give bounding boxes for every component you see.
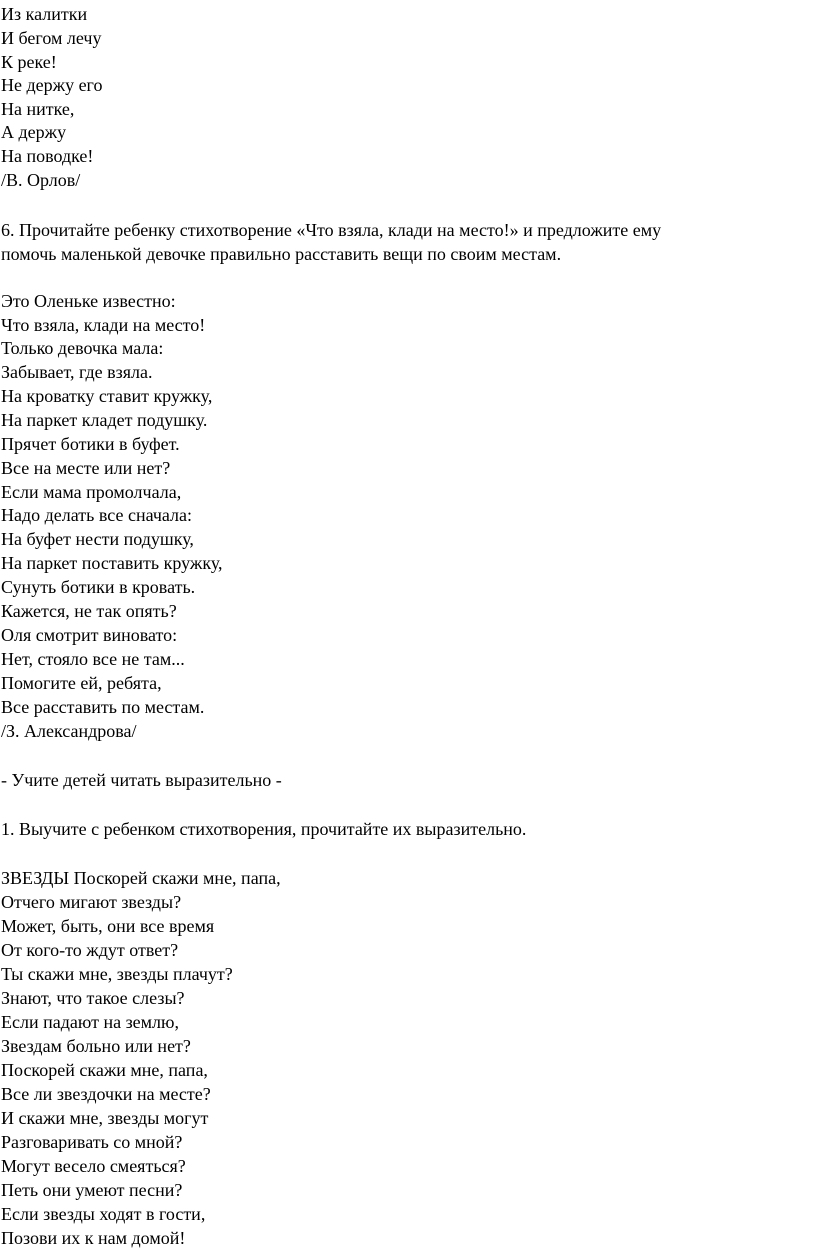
poem-line: Могут весело смеяться? <box>1 1156 186 1176</box>
poem-line: На поводке! <box>1 146 94 166</box>
task-text-line: 1. Выучите с ребенком стихотворения, прочитайте их выразительно. <box>1 819 527 839</box>
poem-line: На паркет поставить кружку, <box>1 553 223 573</box>
poem-line: На буфет нести подушку, <box>1 529 194 549</box>
poem-line: Отчего мигают звезды? <box>1 892 182 912</box>
poem-line: Может, быть, они все время <box>1 916 215 936</box>
poem-line: ЗВЕЗДЫ Поскорей скажи мне, папа, <box>1 868 281 888</box>
poem-line: Надо делать все сначала: <box>1 505 193 525</box>
poem-author: /В. Орлов/ <box>1 170 81 190</box>
poem-line: Прячет ботики в буфет. <box>1 434 180 454</box>
poem-author: /З. Александрова/ <box>1 721 137 741</box>
poem-line: Все расставить по местам. <box>1 697 205 717</box>
poem-line: Из калитки <box>1 4 88 24</box>
poem-line: На нитке, <box>1 99 75 119</box>
task-text-line: 6. Прочитайте ребенку стихотворение «Что взяла, клади на место!» и предложите ему <box>1 220 662 240</box>
poem-line: Нет, стояло все не там... <box>1 649 185 669</box>
task-text-line: помочь маленькой девочке правильно расставить вещи по своим местам. <box>1 244 562 264</box>
poem-line: От кого-то ждут ответ? <box>1 940 179 960</box>
poem-line: И скажи мне, звезды могут <box>1 1108 209 1128</box>
section-heading: - Учите детей читать выразительно - <box>1 770 282 790</box>
poem-line: Кажется, не так опять? <box>1 601 177 621</box>
poem-line: На кроватку ставит кружку, <box>1 386 213 406</box>
poem-line: Что взяла, клади на место! <box>1 315 206 335</box>
poem-line: Оля смотрит виновато: <box>1 625 178 645</box>
poem-line: Позови их к нам домой! <box>1 1228 186 1248</box>
poem-line: Не держу его <box>1 75 103 95</box>
poem-line: Знают, что такое слезы? <box>1 988 185 1008</box>
poem-line: Если падают на землю, <box>1 1012 179 1032</box>
poem-line: К реке! <box>1 52 57 72</box>
poem-line: Помогите ей, ребята, <box>1 673 162 693</box>
poem-line: Если мама промолчала, <box>1 482 182 502</box>
poem-line: Ты скажи мне, звезды плачут? <box>1 964 233 984</box>
poem-line: Поскорей скажи мне, папа, <box>1 1060 208 1080</box>
poem-line: Если звезды ходят в гости, <box>1 1204 206 1224</box>
poem-line: А держу <box>1 122 67 142</box>
poem-line: На паркет кладет подушку. <box>1 410 208 430</box>
poem-line: Сунуть ботики в кровать. <box>1 577 196 597</box>
poem-line: Это Оленьке известно: <box>1 291 176 311</box>
poem-line: Все на месте или нет? <box>1 458 171 478</box>
poem-line: Только девочка мала: <box>1 338 164 358</box>
poem-line: Все ли звездочки на месте? <box>1 1084 211 1104</box>
poem-line: Разговаривать со мной? <box>1 1132 183 1152</box>
poem-line: Звездам больно или нет? <box>1 1036 191 1056</box>
poem-line: И бегом лечу <box>1 28 102 48</box>
poem-line: Петь они умеют песни? <box>1 1180 183 1200</box>
poem-line: Забывает, где взяла. <box>1 362 153 382</box>
